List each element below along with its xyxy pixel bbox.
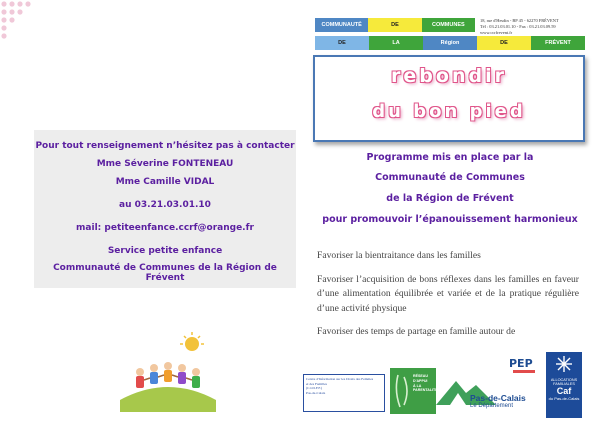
contact-service: Service petite enfance	[107, 246, 223, 256]
address-line: 18, rue d'Hesdin - BP 45 - 62270 FRÉVENT	[480, 18, 559, 23]
title-line-2: du bon pied	[372, 101, 526, 122]
contact-mail[interactable]: mail: petiteenfance.ccrf@orange.fr	[76, 223, 254, 233]
logo-caf	[546, 352, 582, 418]
cidff-line: Centre d'Information sur les Droits des Femmes	[306, 377, 374, 381]
header-bar-top	[315, 18, 475, 32]
header-cell: DE	[315, 36, 369, 50]
header-cell: FRÉVENT	[531, 36, 585, 50]
caf-line: FAMILIALES	[553, 382, 575, 386]
address-line: Tél : 03.21.03.01.10 - Fax : 03.21.03.09.59	[480, 24, 556, 29]
program-line-1: Programme mis en place par la	[366, 152, 534, 163]
header-cell: COMMUNAUTÉ	[315, 18, 368, 32]
contact-phone: au 03.21.03.01.10	[119, 200, 211, 210]
header-cell: Région	[423, 36, 477, 50]
header-cell: LA	[369, 36, 423, 50]
reseau-line: PARENTALITÉ	[413, 388, 438, 393]
pep-label: PEP	[509, 357, 533, 370]
contact-name-2: Mme Camille VIDAL	[115, 177, 215, 187]
reseau-figure-icon	[392, 371, 414, 411]
logo-reseau-parentalite	[390, 368, 436, 414]
body-paragraph-1: Favoriser la bientraitance dans les familles	[317, 250, 481, 261]
pdc-sub: Le Département	[470, 403, 514, 409]
contact-name-1: Mme Séverine FONTENEAU	[96, 159, 234, 169]
caf-snowflake-icon	[555, 355, 573, 373]
header-address	[480, 18, 596, 36]
contact-box	[34, 130, 296, 288]
reseau-line: D'APPUI	[413, 378, 428, 383]
logo-cidff	[303, 374, 385, 412]
contact-intro: Pour tout renseignement n’hésitez pas à contacter	[35, 141, 295, 151]
logo-pas-de-calais	[470, 393, 540, 409]
title-line-1: rebondir	[391, 65, 507, 87]
reseau-line: À LA	[413, 383, 422, 388]
cidff-line: (C.I.D.F.F.)	[306, 386, 323, 390]
program-line-3: de la Région de Frévent	[386, 193, 514, 204]
caf-sub: du Pas-de-Calais	[548, 396, 580, 401]
logo-pep	[509, 357, 539, 379]
address-line: www.ccrfrevent.fr	[480, 30, 513, 35]
header-cell: DE	[477, 36, 531, 50]
pdc-name: Pas-de-Calais	[470, 393, 526, 403]
program-line-4: pour promouvoir l’épanouissement harmonieux	[322, 214, 578, 225]
program-line-2: Communauté de Communes	[375, 172, 525, 183]
title-box	[313, 55, 585, 142]
body-paragraph-3: Favoriser des temps de partage en famille autour de	[317, 326, 516, 337]
corner-decoration	[0, 0, 34, 40]
cidff-line: et des Familles	[306, 381, 327, 386]
caf-line: ALLOCATIONS	[550, 378, 578, 382]
contact-org: Communauté de Communes de la Région de Frévent	[53, 263, 277, 283]
header-cell: COMMUNES	[422, 18, 475, 32]
reseau-line: RÉSEAU	[413, 374, 428, 378]
children-illustration	[118, 330, 218, 412]
cidff-line: Pas-de-Calais	[306, 390, 326, 395]
header-bar-bottom	[315, 36, 585, 50]
caf-name: Caf	[556, 386, 572, 396]
body-paragraph-2: Favoriser l’acquisition de bons réflexes dans les familles en faveur d’une alimentation équilibrée et variée et de la pratique régulière d’une activité physique	[317, 274, 579, 314]
header-cell: DE	[368, 18, 421, 32]
